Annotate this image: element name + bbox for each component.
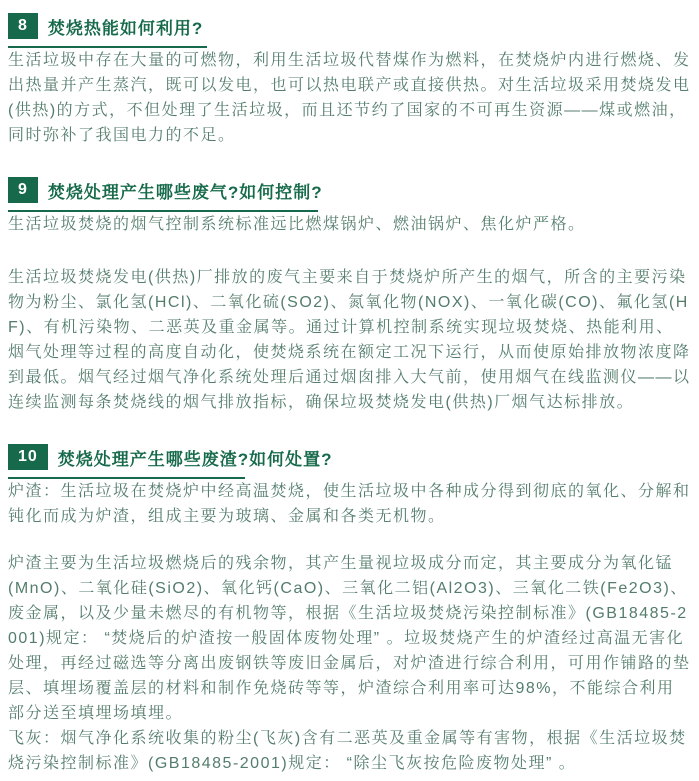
section-9-header: [8, 176, 691, 204]
paragraph: 生活垃圾中存在大量的可燃物，利用生活垃圾代替煤作为燃料，在焚烧炉内进行燃烧、发出热量并产生蒸汽，既可以发电，也可以热电联产或直接供热。对生活垃圾采用焚烧发电(供热)的方式，不但处理了生活垃圾，而且还节约了国家的不可再生资源——煤或燃油，同时弥补了我国电力的不足。: [8, 52, 691, 144]
section-10-header: [8, 443, 691, 471]
section-number-badge: 8: [8, 13, 38, 39]
section-number-badge: 9: [8, 177, 38, 203]
section-10: [8, 443, 691, 776]
section-title: 焚烧热能如何利用?: [47, 18, 204, 38]
paragraph: 生活垃圾焚烧的烟气控制系统标准远比燃煤锅炉、燃油锅炉、焦化炉严格。: [8, 216, 586, 233]
section-9: [8, 176, 691, 415]
paragraph: 炉渣主要为生活垃圾燃烧后的残余物，其产生量视垃圾成分而定，其主要成分为氧化锰(MnO)、二氧化硅(SiO2)、氧化钙(CaO)、三氧化二铝(Al2O3)、三氧化二铁(Fe2O3)、废金属，以及少量未燃尽的有机物等，根据《生活垃圾焚烧污染控制标准》(GB18485-2001)规定： “焚烧后的炉渣按一般固体废物处理” 。垃圾焚烧产生的炉渣经过高温无害化处理，再经过磁选等分离出废钢铁等废旧金属后，对炉渣进行综合利用，可用作铺路的垫层、填埋场覆盖层的材料和制作免烧砖等等，炉渣综合利用率可达98%，不能综合利用部分送至填埋场填埋。: [8, 555, 691, 722]
paragraph: 生活垃圾焚烧发电(供热)厂排放的废气主要来自于焚烧炉所产生的烟气，所含的主要污染物为粉尘、氯化氢(HCl)、二氧化硫(SO2)、氮氧化物(NOX)、一氧化碳(CO)、氟化氢(HF)、有机污染物、二恶英及重金属等。通过计算机控制系统实现垃圾焚烧、热能利用、烟气处理等过程的高度自动化，使焚烧系统在额定工况下运行，从而使原始排放物浓度降到最低。烟气经过烟气净化系统处理后通过烟囱排入大气前，使用烟气在线监测仪——以连续监测每条焚烧线的烟气排放指标，确保垃圾焚烧发电(供热)厂烟气达标排放。: [8, 269, 691, 411]
section-8-header: [8, 12, 691, 40]
section-title: 焚烧处理产生哪些废渣?如何处置?: [57, 449, 333, 469]
section-number-badge: 10: [8, 444, 48, 470]
paragraph: 飞灰：烟气净化系统收集的粉尘(飞灰)含有二恶英及重金属等有害物，根据《生活垃圾焚烧污染控制标准》(GB18485-2001)规定： “除尘飞灰按危险废物处理” 。: [8, 730, 687, 772]
section-title: 焚烧处理产生哪些废气?如何控制?: [47, 182, 323, 202]
section-8: [8, 12, 691, 148]
paragraph: 炉渣：生活垃圾在焚烧炉中经高温焚烧，使生活垃圾中各种成分得到彻底的氧化、分解和钝化而成为炉渣，组成主要为玻璃、金属和各类无机物。: [8, 483, 691, 525]
